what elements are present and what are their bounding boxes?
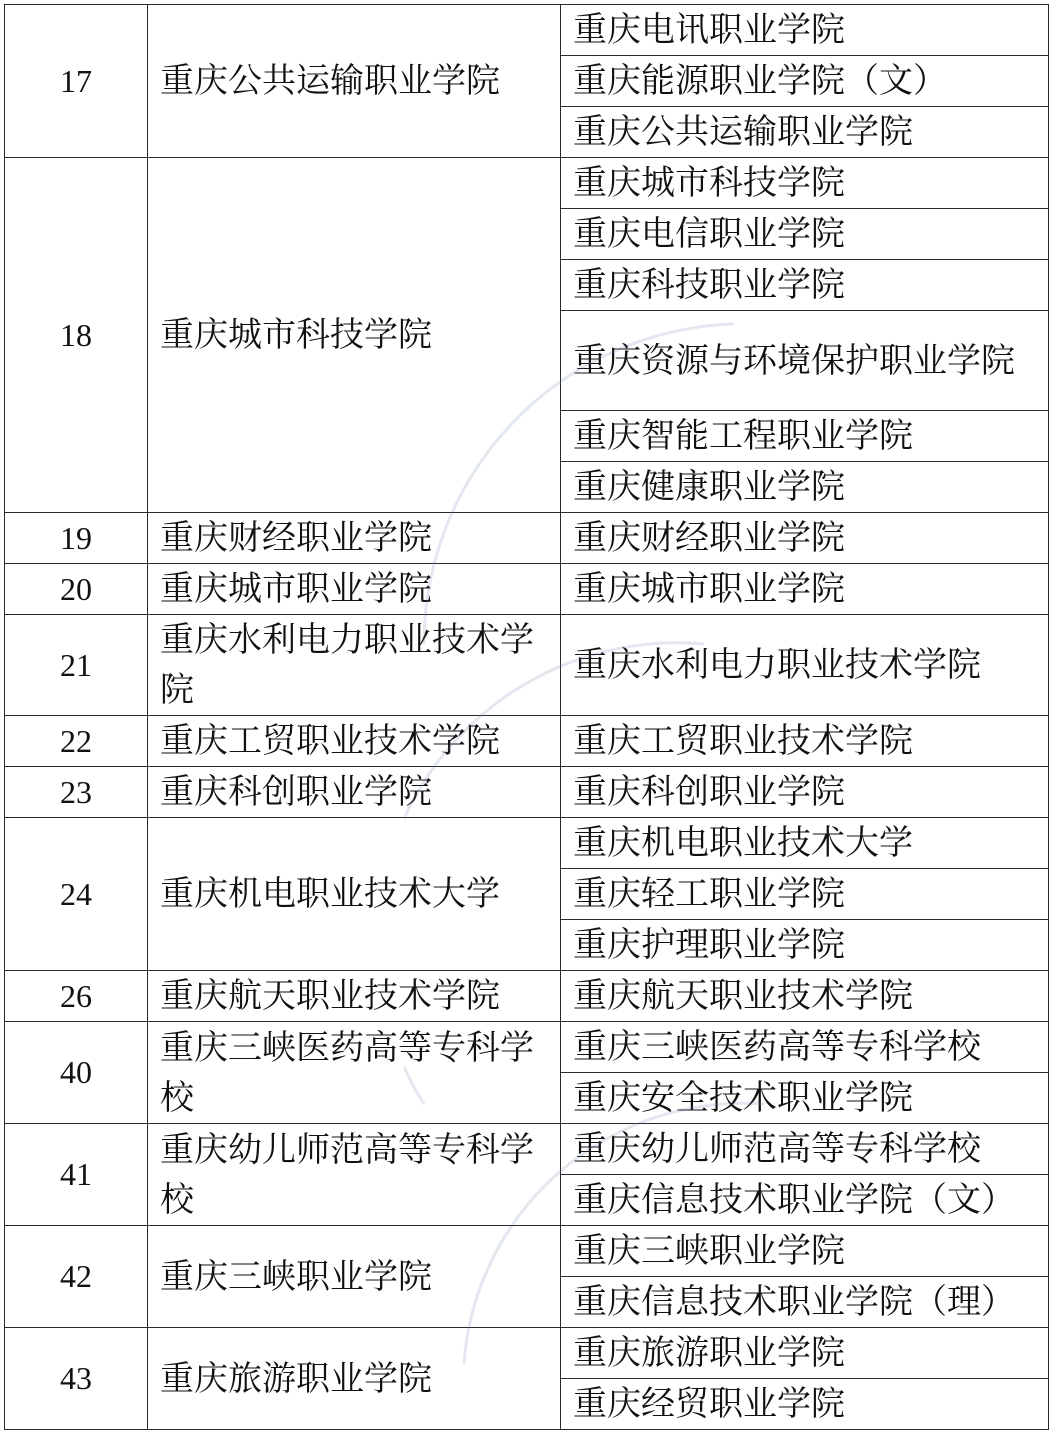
merged-school-name: 重庆旅游职业学院 <box>148 1328 561 1430</box>
source-school-name: 重庆幼儿师范高等专科学校 <box>561 1124 1049 1175</box>
merged-school-name: 重庆三峡医药高等专科学校 <box>148 1022 561 1124</box>
table-row <box>5 1124 1049 1175</box>
merged-school-name: 重庆航天职业技术学院 <box>148 971 561 1022</box>
source-school-name: 重庆工贸职业技术学院 <box>561 716 1049 767</box>
source-school-name: 重庆资源与环境保护职业学院 <box>561 311 1049 411</box>
row-number: 22 <box>5 716 148 767</box>
table-row <box>5 767 1049 818</box>
source-school-name: 重庆航天职业技术学院 <box>561 971 1049 1022</box>
table-row <box>5 1328 1049 1379</box>
source-school-name: 重庆科创职业学院 <box>561 767 1049 818</box>
merged-school-name: 重庆工贸职业技术学院 <box>148 716 561 767</box>
table-row <box>5 5 1049 56</box>
row-number: 17 <box>5 5 148 158</box>
merged-school-name: 重庆城市职业学院 <box>148 564 561 615</box>
row-number: 18 <box>5 158 148 513</box>
source-school-name: 重庆电信职业学院 <box>561 209 1049 260</box>
source-school-name: 重庆三峡医药高等专科学校 <box>561 1022 1049 1073</box>
merged-school-name: 重庆三峡职业学院 <box>148 1226 561 1328</box>
row-number: 21 <box>5 615 148 716</box>
source-school-name: 重庆智能工程职业学院 <box>561 411 1049 462</box>
merged-school-name: 重庆城市科技学院 <box>148 158 561 513</box>
source-school-name: 重庆城市科技学院 <box>561 158 1049 209</box>
row-number: 42 <box>5 1226 148 1328</box>
source-school-name: 重庆三峡职业学院 <box>561 1226 1049 1277</box>
source-school-name: 重庆电讯职业学院 <box>561 5 1049 56</box>
source-school-name: 重庆轻工职业学院 <box>561 869 1049 920</box>
table-row <box>5 971 1049 1022</box>
source-school-name: 重庆科技职业学院 <box>561 260 1049 311</box>
merged-school-name: 重庆水利电力职业技术学院 <box>148 615 561 716</box>
table-row <box>5 1226 1049 1277</box>
source-school-name: 重庆旅游职业学院 <box>561 1328 1049 1379</box>
merged-school-name: 重庆科创职业学院 <box>148 767 561 818</box>
table-body <box>5 5 1049 1430</box>
source-school-name: 重庆安全技术职业学院 <box>561 1073 1049 1124</box>
row-number: 19 <box>5 513 148 564</box>
source-school-name: 重庆财经职业学院 <box>561 513 1049 564</box>
row-number: 24 <box>5 818 148 971</box>
row-number: 20 <box>5 564 148 615</box>
source-school-name: 重庆信息技术职业学院（理） <box>561 1277 1049 1328</box>
source-school-name: 重庆能源职业学院（文） <box>561 56 1049 107</box>
table-row <box>5 564 1049 615</box>
row-number: 40 <box>5 1022 148 1124</box>
table-row <box>5 818 1049 869</box>
merged-school-name: 重庆公共运输职业学院 <box>148 5 561 158</box>
source-school-name: 重庆公共运输职业学院 <box>561 107 1049 158</box>
source-school-name: 重庆健康职业学院 <box>561 462 1049 513</box>
row-number: 26 <box>5 971 148 1022</box>
table-row <box>5 1022 1049 1073</box>
document-page <box>4 4 1048 1424</box>
source-school-name: 重庆城市职业学院 <box>561 564 1049 615</box>
row-number: 23 <box>5 767 148 818</box>
merged-school-name: 重庆财经职业学院 <box>148 513 561 564</box>
source-school-name: 重庆机电职业技术大学 <box>561 818 1049 869</box>
source-school-name: 重庆护理职业学院 <box>561 920 1049 971</box>
merged-school-name: 重庆幼儿师范高等专科学校 <box>148 1124 561 1226</box>
table-row <box>5 158 1049 209</box>
merged-school-name: 重庆机电职业技术大学 <box>148 818 561 971</box>
table-row <box>5 513 1049 564</box>
source-school-name: 重庆经贸职业学院 <box>561 1379 1049 1430</box>
school-merger-table <box>4 4 1049 1430</box>
table-row <box>5 716 1049 767</box>
row-number: 43 <box>5 1328 148 1430</box>
table-row <box>5 615 1049 716</box>
row-number: 41 <box>5 1124 148 1226</box>
source-school-name: 重庆信息技术职业学院（文） <box>561 1175 1049 1226</box>
source-school-name: 重庆水利电力职业技术学院 <box>561 615 1049 716</box>
